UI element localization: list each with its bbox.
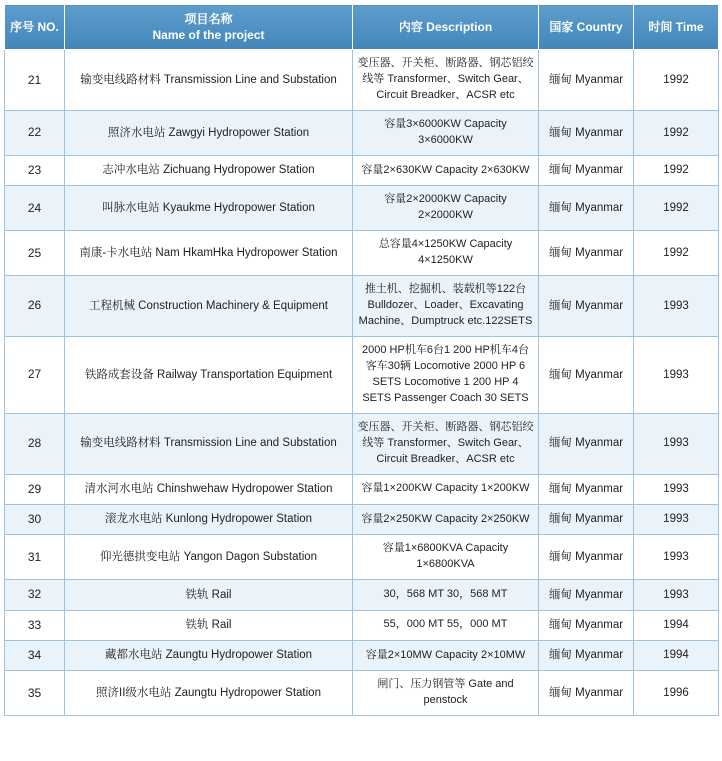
table-row: [5, 50, 719, 111]
cell-description: 总容量4×1250KW Capacity 4×1250KW: [353, 231, 539, 276]
cell-project-name: 工程机械 Construction Machinery & Equipment: [65, 276, 353, 337]
cell-description: 容量3×6000KW Capacity 3×6000KW: [353, 111, 539, 156]
cell-project-name: 南康-卡水电站 Nam HkamHka Hydropower Station: [65, 231, 353, 276]
cell-description: 容量2×630KW Capacity 2×630KW: [353, 156, 539, 186]
table-row: [5, 671, 719, 716]
cell-time: 1993: [634, 504, 719, 534]
cell-no: 30: [5, 504, 65, 534]
cell-description: 变压器、开关柜、断路器、钢芯铝绞线等 Transformer、Switch Gear、Circuit Breadker、ACSR etc: [353, 50, 539, 111]
cell-no: 22: [5, 111, 65, 156]
cell-project-name: 铁路成套设备 Railway Transportation Equipment: [65, 337, 353, 414]
cell-time: 1994: [634, 610, 719, 640]
table-row: [5, 641, 719, 671]
table-header-row: [5, 5, 719, 50]
table-row: [5, 186, 719, 231]
table-body: [5, 50, 719, 716]
cell-country: 缅甸 Myanmar: [539, 337, 634, 414]
table-row: [5, 610, 719, 640]
cell-no: 29: [5, 474, 65, 504]
cell-country: 缅甸 Myanmar: [539, 413, 634, 474]
cell-time: 1993: [634, 580, 719, 610]
table-row: [5, 504, 719, 534]
cell-project-name: 照济II级水电站 Zaungtu Hydropower Station: [65, 671, 353, 716]
column-header-description: [353, 5, 539, 50]
cell-project-name: 铁轨 Rail: [65, 580, 353, 610]
table-row: [5, 231, 719, 276]
table-header: [5, 5, 719, 50]
cell-no: 34: [5, 641, 65, 671]
cell-project-name: 仰光德拱变电站 Yangon Dagon Substation: [65, 535, 353, 580]
table-row: [5, 413, 719, 474]
cell-no: 21: [5, 50, 65, 111]
cell-time: 1993: [634, 535, 719, 580]
column-header-name-line2: Name of the project: [152, 28, 265, 43]
table-row: [5, 156, 719, 186]
cell-description: 容量1×200KW Capacity 1×200KW: [353, 474, 539, 504]
cell-description: 推土机、挖掘机、装载机等122台 Bulldozer、Loader、Excavating Machine、Dumptruck etc.122SETS: [353, 276, 539, 337]
cell-no: 35: [5, 671, 65, 716]
cell-country: 缅甸 Myanmar: [539, 111, 634, 156]
cell-country: 缅甸 Myanmar: [539, 50, 634, 111]
cell-time: 1993: [634, 276, 719, 337]
cell-project-name: 铁轨 Rail: [65, 610, 353, 640]
cell-project-name: 志冲水电站 Zichuang Hydropower Station: [65, 156, 353, 186]
column-header-country-line1: 国家 Country: [549, 20, 623, 35]
cell-project-name: 滚龙水电站 Kunlong Hydropower Station: [65, 504, 353, 534]
cell-project-name: 叫脉水电站 Kyaukme Hydropower Station: [65, 186, 353, 231]
project-table: [4, 4, 719, 716]
cell-time: 1992: [634, 186, 719, 231]
cell-country: 缅甸 Myanmar: [539, 641, 634, 671]
cell-project-name: 清水河水电站 Chinshwehaw Hydropower Station: [65, 474, 353, 504]
cell-country: 缅甸 Myanmar: [539, 231, 634, 276]
cell-time: 1993: [634, 474, 719, 504]
cell-country: 缅甸 Myanmar: [539, 671, 634, 716]
cell-no: 33: [5, 610, 65, 640]
column-header-no: [5, 5, 65, 50]
cell-project-name: 输变电线路材料 Transmission Line and Substation: [65, 413, 353, 474]
column-header-name: [65, 5, 353, 50]
cell-description: 30，568 MT 30，568 MT: [353, 580, 539, 610]
cell-description: 闸门、压力钢管等 Gate and penstock: [353, 671, 539, 716]
cell-country: 缅甸 Myanmar: [539, 504, 634, 534]
column-header-country: [539, 5, 634, 50]
cell-time: 1993: [634, 413, 719, 474]
cell-time: 1992: [634, 50, 719, 111]
cell-no: 27: [5, 337, 65, 414]
cell-no: 23: [5, 156, 65, 186]
cell-time: 1994: [634, 641, 719, 671]
table-row: [5, 337, 719, 414]
column-header-time-line1: 时间 Time: [648, 20, 704, 35]
table-row: [5, 535, 719, 580]
cell-no: 28: [5, 413, 65, 474]
cell-time: 1996: [634, 671, 719, 716]
cell-country: 缅甸 Myanmar: [539, 535, 634, 580]
cell-description: 容量2×2000KW Capacity 2×2000KW: [353, 186, 539, 231]
cell-country: 缅甸 Myanmar: [539, 580, 634, 610]
column-header-description-line1: 内容 Description: [398, 20, 493, 35]
column-header-name-line1: 项目名称: [184, 12, 233, 26]
cell-country: 缅甸 Myanmar: [539, 276, 634, 337]
cell-country: 缅甸 Myanmar: [539, 474, 634, 504]
cell-description: 容量1×6800KVA Capacity 1×6800KVA: [353, 535, 539, 580]
column-header-no-line1: 序号 NO.: [10, 20, 59, 35]
cell-description: 55，000 MT 55，000 MT: [353, 610, 539, 640]
table-row: [5, 111, 719, 156]
table-row: [5, 580, 719, 610]
table-row: [5, 474, 719, 504]
cell-no: 31: [5, 535, 65, 580]
table-row: [5, 276, 719, 337]
column-header-time: [634, 5, 719, 50]
cell-description: 变压器、开关柜、断路器、钢芯铝绞线等 Transformer、Switch Gear、Circuit Breadker、ACSR etc: [353, 413, 539, 474]
cell-description: 2000 HP机车6台1 200 HP机车4台客车30辆 Locomotive 2000 HP 6 SETS Locomotive 1 200 HP 4 SETS Passenger Coach 30 SETS: [353, 337, 539, 414]
cell-no: 26: [5, 276, 65, 337]
cell-project-name: 藏都水电站 Zaungtu Hydropower Station: [65, 641, 353, 671]
cell-time: 1992: [634, 231, 719, 276]
cell-time: 1993: [634, 337, 719, 414]
cell-description: 容量2×250KW Capacity 2×250KW: [353, 504, 539, 534]
cell-description: 容量2×10MW Capacity 2×10MW: [353, 641, 539, 671]
cell-time: 1992: [634, 156, 719, 186]
cell-project-name: 输变电线路材料 Transmission Line and Substation: [65, 50, 353, 111]
cell-project-name: 照济水电站 Zawgyi Hydropower Station: [65, 111, 353, 156]
cell-country: 缅甸 Myanmar: [539, 186, 634, 231]
cell-no: 32: [5, 580, 65, 610]
cell-time: 1992: [634, 111, 719, 156]
cell-country: 缅甸 Myanmar: [539, 156, 634, 186]
cell-country: 缅甸 Myanmar: [539, 610, 634, 640]
cell-no: 24: [5, 186, 65, 231]
cell-no: 25: [5, 231, 65, 276]
